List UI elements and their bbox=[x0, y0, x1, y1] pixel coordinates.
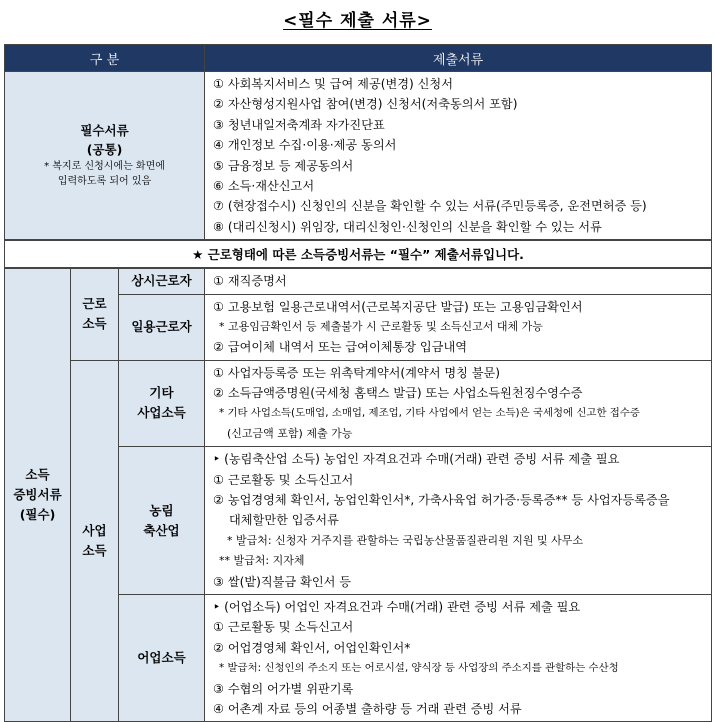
list-item: ③ 수협의 어가별 위판기록 bbox=[213, 681, 354, 696]
list-item: ⑧ (대리신청시) 위임장, 대리신청인·신청인의 신분을 확인할 수 있는 서류 bbox=[213, 219, 602, 234]
required-sublabel: (공통) bbox=[86, 141, 123, 157]
page-title: <필수 제출 서류> bbox=[283, 11, 432, 31]
other-business-label: 기타 사업소득 bbox=[119, 360, 205, 447]
list-item: ① 고용보험 일용근로내역서(근로복지공단 발급) 또는 고용임금확인서 bbox=[213, 299, 583, 314]
list-item: ‣ (농림축산업 소득) 농업인 자격요건과 수매(거래) 관련 증빙 서류 제출 필요 bbox=[213, 452, 620, 467]
list-item: * 발급처: 신청인의 주소지 또는 어로시설, 양식장 등 사업장의 주소지를 관할하는 수산청 bbox=[219, 662, 619, 675]
fishery-items bbox=[205, 594, 712, 721]
list-item: ① 근로활동 및 소득신고서 bbox=[213, 620, 354, 635]
list-item: ① 재직증명서 bbox=[213, 274, 287, 289]
list-item: * 기타 사업소득(도매업, 소매업, 제조업, 기타 사업에서 얻는 소득)은 국세청에 신고한 접수증 bbox=[219, 407, 640, 420]
list-item: ⑦ (현장접수시) 신청인의 신분을 확인할 수 있는 서류(주민등록증, 운전면허증 등) bbox=[213, 199, 647, 214]
farm-items bbox=[205, 447, 712, 595]
list-item: ④ 어촌계 자료 등의 어종별 출하량 등 거래 관련 증빙 서류 bbox=[213, 701, 522, 716]
required-note-1: * 복지로 신청시에는 화면에 bbox=[44, 161, 165, 173]
list-item: ② 자산형성지원사업 참여(변경) 신청서(저축동의서 포함) bbox=[213, 97, 518, 112]
list-item: ⑤ 금융정보 등 제공동의서 bbox=[213, 158, 354, 173]
required-note-2: 입력하도록 되어 있음 bbox=[57, 176, 152, 188]
list-item: ‣ (어업소득) 어업인 자격요건과 수매(거래) 관련 증빙 서류 제출 필요 bbox=[213, 599, 581, 614]
list-item: ① 사업자등록증 또는 위촉탁계약서(계약서 명칭 불문) bbox=[213, 365, 501, 380]
list-item: ② 급여이체 내역서 또는 급여이체통장 입금내역 bbox=[213, 340, 468, 355]
other-business-row bbox=[5, 360, 712, 447]
list-item: ⑥ 소득·재산신고서 bbox=[213, 178, 315, 193]
required-row bbox=[5, 72, 712, 241]
list-item: ③ 청년내일저축계좌 자가진단표 bbox=[213, 117, 385, 132]
required-items bbox=[205, 72, 712, 241]
table-header-row bbox=[5, 45, 712, 72]
farm-label: 농림 축산업 bbox=[119, 447, 205, 595]
list-item: ④ 개인정보 수집·이용·제공 동의서 bbox=[213, 138, 397, 153]
income-proof-label: 소득 증빙서류 (필수) bbox=[5, 268, 71, 722]
list-item: ② 소득금액증명원(국세청 홈택스 발급) 또는 사업소득원천징수영수증 bbox=[213, 386, 583, 401]
list-item: * 발급처: 신청자 거주지를 관할하는 국립농산물품질관리원 지원 및 사무소 bbox=[227, 533, 583, 547]
list-item: ③ 쌀(밭)직불금 확인서 등 bbox=[213, 574, 352, 589]
regular-worker-items bbox=[205, 268, 712, 294]
list-item: (신고금액 포함) 제출 가능 bbox=[227, 426, 353, 440]
list-item: ① 근로활동 및 소득신고서 bbox=[213, 472, 354, 487]
fishery-label: 어업소득 bbox=[119, 594, 205, 721]
regular-worker-row bbox=[5, 268, 712, 294]
required-label: 필수서류 bbox=[80, 122, 129, 138]
list-item: * 고용임금확인서 등 제출불가 시 근로활동 및 소득신고서 대체 가능 bbox=[219, 319, 543, 333]
list-item: ② 농업경영체 확인서, 농업인확인서*, 가축사육업 허가증·등록증** 등 사업자등록증을 bbox=[213, 493, 670, 508]
list-item: ① 사회복지서비스 및 급여 제공(변경) 신청서 bbox=[213, 77, 453, 91]
regular-worker-label: 상시근로자 bbox=[119, 268, 205, 294]
business-income-label: 사업 소득 bbox=[71, 360, 119, 722]
daily-worker-label: 일용근로자 bbox=[119, 294, 205, 360]
list-item: ② 어업경영체 확인서, 어업인확인서* bbox=[213, 640, 411, 655]
list-item: 대체할만한 입증서류 bbox=[229, 513, 339, 528]
other-business-items bbox=[205, 360, 712, 447]
documents-table bbox=[4, 44, 712, 722]
notice-band: ★ 근로형태에 따른 소득증빙서류는 “필수” 제출서류입니다. bbox=[5, 240, 712, 268]
daily-worker-items bbox=[205, 294, 712, 360]
work-income-label: 근로 소득 bbox=[71, 268, 119, 360]
list-item: ** 발급처: 지자체 bbox=[219, 554, 305, 568]
required-label-cell bbox=[5, 72, 205, 241]
header-category: 구 분 bbox=[5, 45, 205, 72]
notice-band-row bbox=[5, 240, 712, 268]
header-documents: 제출서류 bbox=[205, 45, 712, 72]
